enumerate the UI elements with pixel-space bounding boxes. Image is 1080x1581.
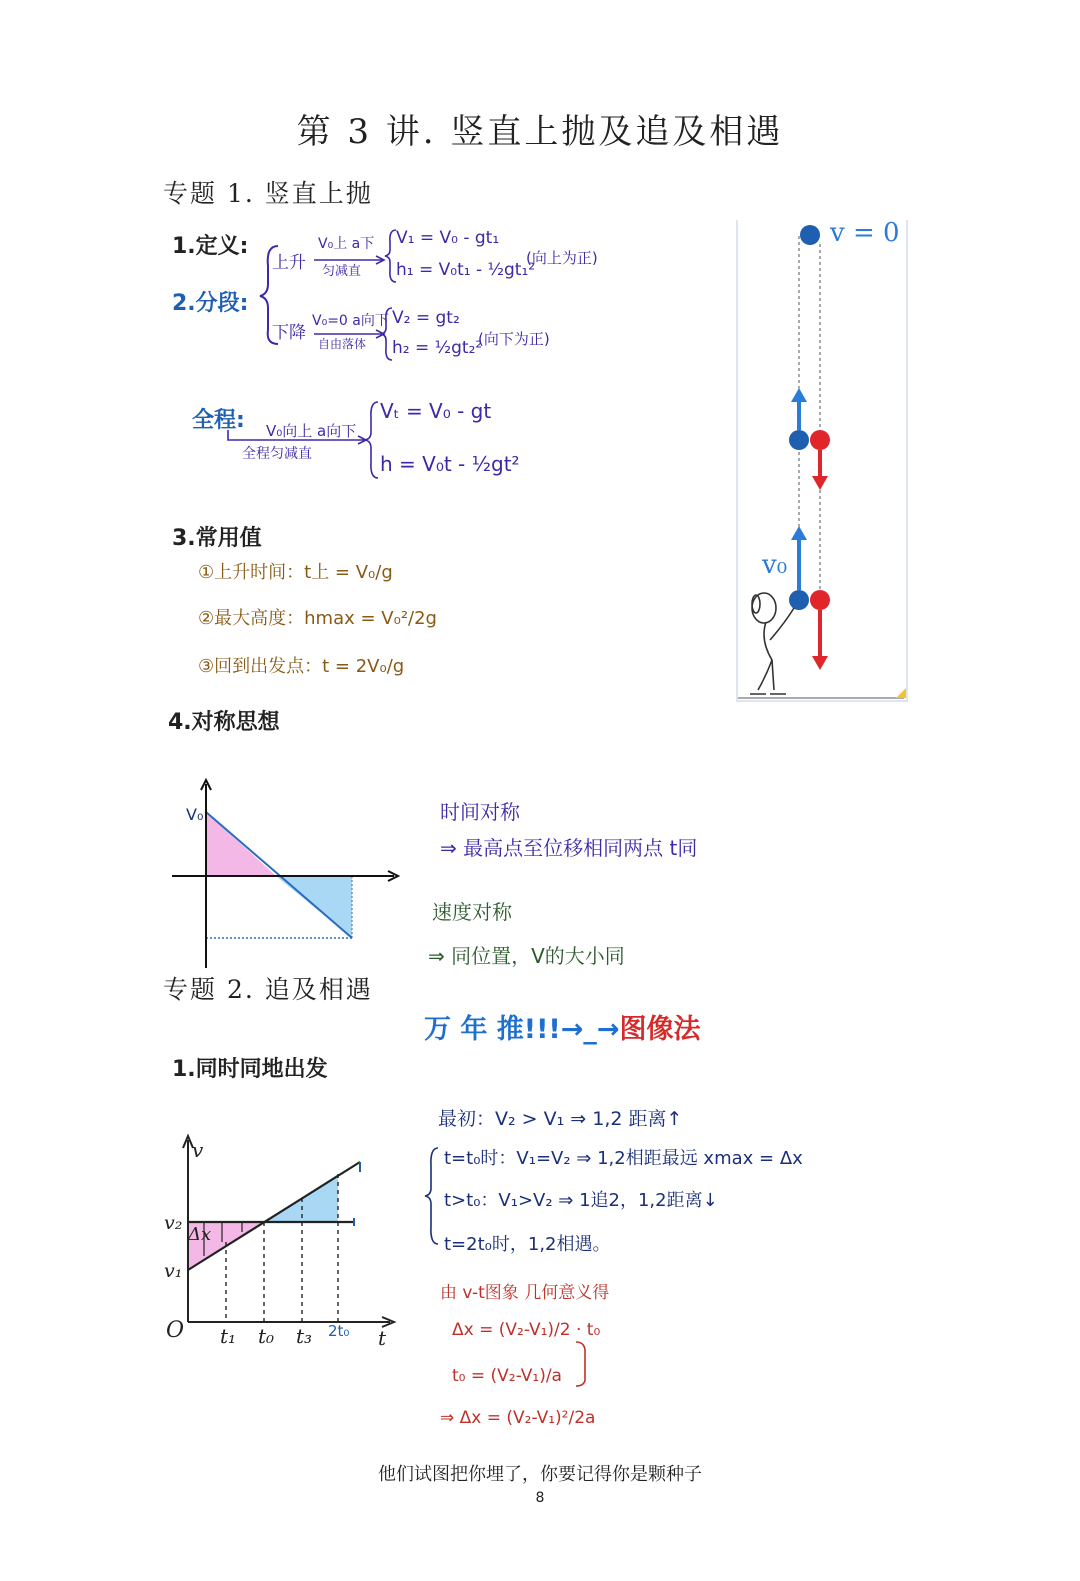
slogan-red: 图像法 [619,1014,701,1045]
rise-eq1: V₁ = V₀ - gt₁ [396,228,500,248]
formula-2: t₀ = (V₂-V₁)/a [452,1366,562,1386]
note-case-1: t=t₀时：V₁=V₂ ⇒ 1,2相距最远 xmax = Δx [444,1148,803,1169]
time-symmetry-title: 时间对称 [440,800,520,824]
topic1-heading: 专题 1. 竖直上抛 [163,179,373,208]
speed-symmetry-title: 速度对称 [432,900,512,924]
formula-brace [572,1340,592,1388]
derive-title: 由 v-t图象 几何意义得 [440,1283,610,1303]
graph-origin-label: O [166,1318,185,1343]
graph-t1-label: t₁ [220,1324,237,1348]
formula-result: ⇒ Δx = (V₂-V₁)²/2a [440,1408,596,1428]
whole-label: 全程: [192,408,245,433]
note-initial: 最初：V₂ > V₁ ⇒ 1,2 距离↑ [438,1108,683,1130]
whole-arrow-top: V₀向上 a向下 [266,422,357,440]
note-case-3: t=2t₀时，1,2相遇。 [444,1234,611,1255]
rise-note: (向上为正) [526,249,598,267]
formula-1: Δx = (V₂-V₁)/2 · t₀ [452,1320,601,1340]
graph-v2-label: v₂ [164,1212,183,1234]
whole-eq1: Vₜ = V₀ - gt [380,399,492,423]
slogan [424,1007,701,1046]
speed-symmetry-detail: ⇒ 同位置，V的大小同 [428,944,625,968]
page-title: 第 3 讲. 竖直上抛及追及相遇 [296,112,784,152]
definition-label: 1.定义: [172,234,249,259]
graph-2t0-label: 2t₀ [328,1322,350,1340]
graph-t3-label: t₃ [296,1324,313,1348]
pursuit-vt-graph [160,1130,400,1360]
note-case-2: t>t₀：V₁>V₂ ⇒ 1追2，1,2距离↓ [444,1190,718,1211]
throw-figure [736,220,908,704]
time-symmetry-detail: ⇒ 最高点至位移相同两点 t同 [440,836,698,860]
fall-eq1: V₂ = gt₂ [392,308,460,328]
whole-arrow-bottom: 全程匀减直 [242,446,312,462]
fall-label: 下降 [272,323,306,343]
symmetry-label: 4.对称思想 [168,710,280,735]
whole-eq-brace [364,400,380,480]
common-value-3: ③回到出发点：t = 2V₀/g [198,656,405,677]
footer-quote: 他们试图把你埋了，你要记得你是颗种子 [378,1464,702,1485]
topic2-heading: 专题 2. 追及相遇 [163,975,373,1004]
pursuit-cases-brace [424,1146,440,1246]
rise-label: 上升 [272,253,306,273]
fall-arrow-bottom: 自由落体 [318,337,367,351]
graph-x-axis-label: t [378,1326,387,1350]
fall-note: (向下为正) [478,330,550,348]
fall-arrow-top: V₀=0 a向下 [312,313,389,329]
whole-eq2: h = V₀t - ½gt² [380,452,520,476]
graph-dx-label: Δx [188,1224,212,1245]
rise-arrow-bottom: 匀减直 [322,264,362,279]
page-number: 8 [535,1490,545,1506]
rise-arrow-top: V₀上 a下 [318,236,375,252]
topic2-sub-label: 1.同时同地出发 [172,1057,328,1082]
slogan-blue: 万 年 推!!!→_→ [424,1014,620,1045]
common-values-label: 3.常用值 [172,526,262,551]
graph-y-axis-label: v [192,1138,204,1162]
graph-t0-label: t₀ [258,1324,275,1348]
v-zero-label: v = 0 [830,218,900,248]
graph-v1-label: v₁ [164,1260,183,1282]
v0-label: v₀ [762,550,788,580]
common-value-1: ①上升时间：t上 = V₀/g [198,562,393,583]
rise-eq2: h₁ = V₀t₁ - ½gt₁² [396,260,536,280]
fall-eq2: h₂ = ½gt₂² [392,338,483,358]
common-value-2: ②最大高度：hmax = V₀²/2g [198,608,437,629]
segment-label: 2.分段: [172,291,249,316]
vt-graph-v0-label: V₀ [186,805,204,824]
